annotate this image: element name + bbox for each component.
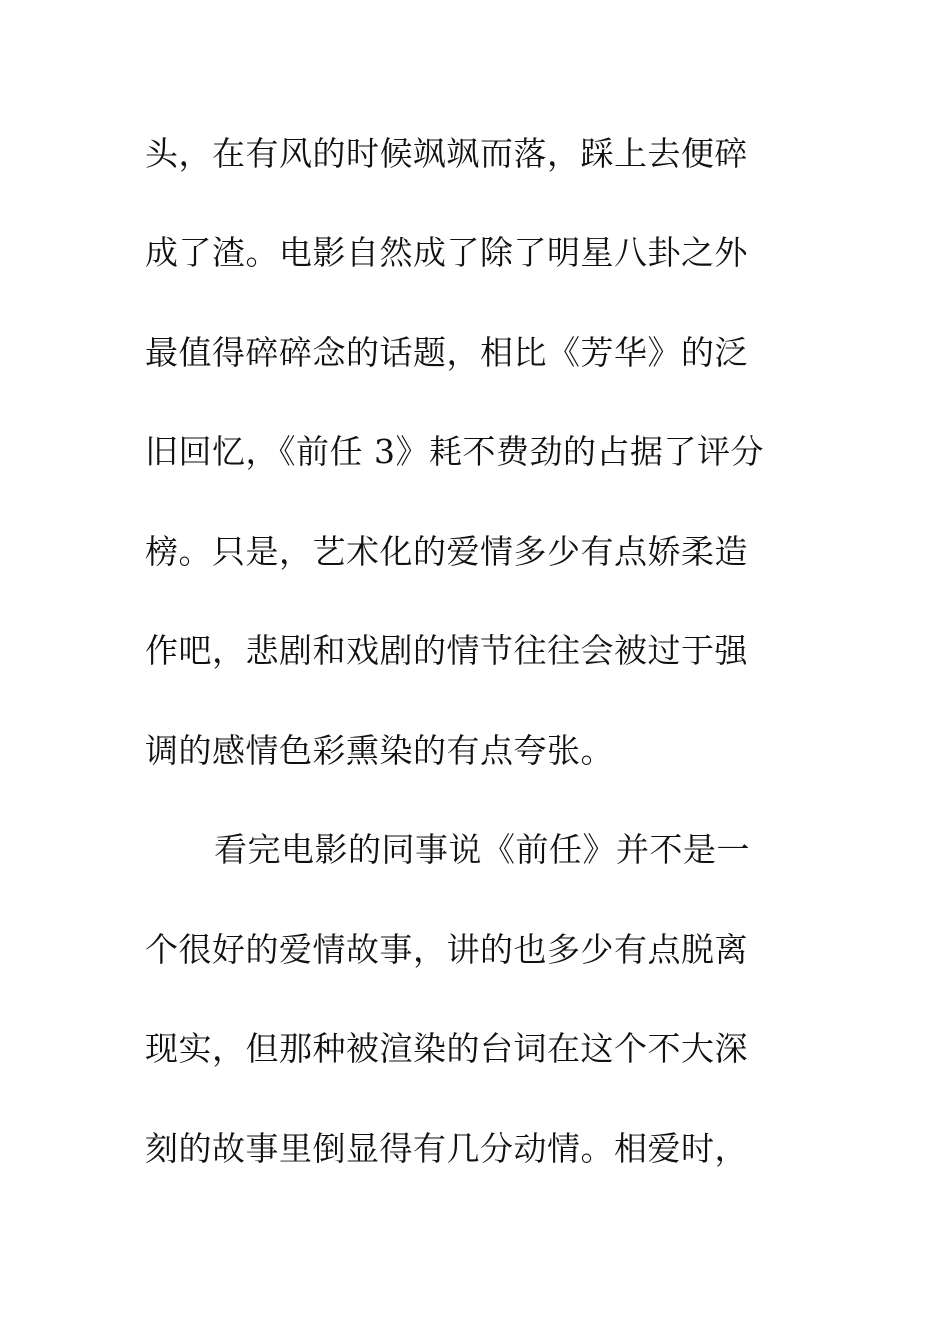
text-line-2: 成了渣。电影自然成了除了明星八卦之外 <box>145 233 748 272</box>
text-line-8: 看完电影的同事说《前任》并不是一 <box>214 830 750 869</box>
text-line-3: 最值得碎碎念的话题，相比《芳华》的泛 <box>145 333 748 372</box>
text-line-4: 旧回忆，《前任 3》耗不费劲的占据了评分 <box>145 432 764 471</box>
text-line-5: 榜。只是，艺术化的爱情多少有点娇柔造 <box>145 532 748 571</box>
text-line-11: 刻的故事里倒显得有几分动情。相爱时， <box>145 1129 748 1168</box>
text-line-6: 作吧，悲剧和戏剧的情节往往会被过于强 <box>145 631 748 670</box>
text-line-1: 头，在有风的时候飒飒而落，踩上去便碎 <box>145 134 748 173</box>
text-line-7: 调的感情色彩熏染的有点夸张。 <box>145 731 614 770</box>
text-line-10: 现实，但那种被渲染的台词在这个不大深 <box>145 1029 748 1068</box>
text-line-9: 个很好的爱情故事，讲的也多少有点脱离 <box>145 930 748 969</box>
